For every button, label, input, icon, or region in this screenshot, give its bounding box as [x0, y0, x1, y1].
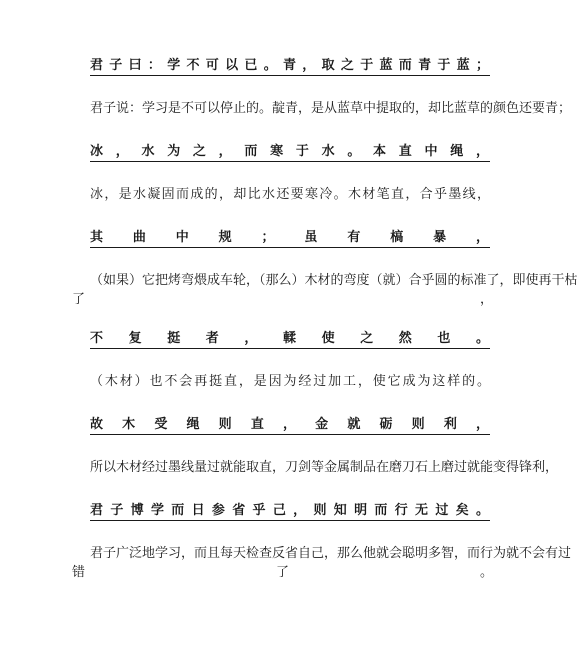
translation-line-5: 所以木材经过墨线量过就能取直，刀剑等金属制品在磨刀石上磨过就能变得锋利， — [90, 460, 559, 475]
translation-line-2: 冰，是水凝固而成的，却比水还要寒冷。木材笔直，合乎墨线， — [90, 187, 490, 202]
translation-line-6-tail-mid: 了 — [276, 565, 290, 580]
translation-line-3: （如果）它把烤弯煨成车轮，（那么）木材的弯度（就）合乎圆的标准了，即使再干枯 — [90, 273, 578, 288]
translation-line-3-tail-left: 了 — [72, 292, 86, 307]
translation-line-1: 君子说：学习是不可以停止的。靛青，是从蓝草中提取的，却比蓝草的颜色还要青； — [90, 101, 572, 116]
original-line-6: 君子博学而日参省乎己，则知明而行无过矣。 — [90, 503, 490, 521]
translation-line-3-tail-right: ， — [480, 292, 494, 307]
original-line-1: 君子曰：学不可以已。青，取之于蓝而青于蓝； — [90, 58, 490, 76]
translation-line-6-tail-right: 。 — [480, 565, 494, 580]
original-line-2: 冰，水为之，而寒于水。本直中绳， — [90, 144, 490, 162]
translation-line-6-tail-left: 错 — [72, 565, 86, 580]
translation-line-6: 君子广泛地学习，而且每天检查反省自己，那么他就会聪明多智，而行为就不会有过 — [90, 546, 572, 561]
translation-line-4: （木材）也不会再挺直，是因为经过加工，使它成为这样的。 — [90, 374, 490, 389]
original-line-5: 故木受绳则直，金就砺则利， — [90, 417, 490, 435]
original-line-3: 其曲中规；虽有槁暴， — [90, 230, 490, 248]
original-line-4: 不复挺者，輮使之然也。 — [90, 331, 490, 349]
